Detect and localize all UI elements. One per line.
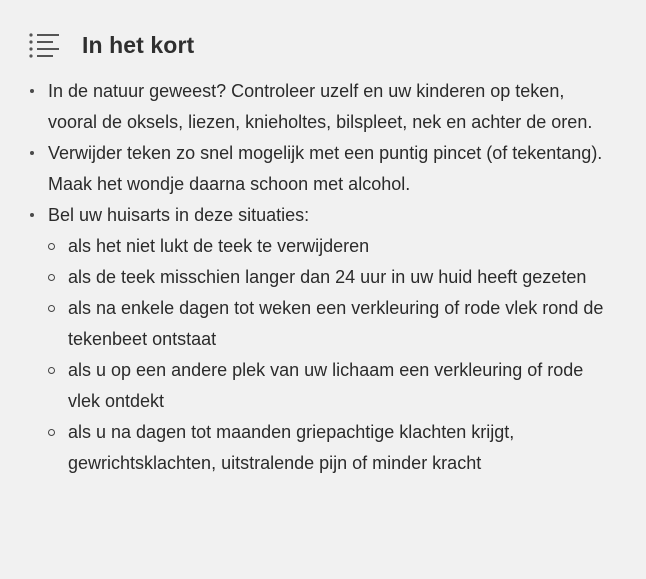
list-item: In de natuur geweest? Controleer uzelf en uw kinderen op teken, vooral de oksels, liezen, knieholtes, bilspleet, nek en achter de oren. [28,76,616,138]
list-item: Verwijder teken zo snel mogelijk met een puntig pincet (of tekentang). Maak het wondje daarna schoon met alcohol. [28,138,616,200]
sublist-item: als de teek misschien langer dan 24 uur in uw huid heeft gezeten [48,262,616,293]
summary-list [28,76,616,479]
summary-header [28,28,616,62]
list-icon [28,32,60,58]
situations-sublist [48,231,616,479]
page-title: In het kort [82,31,195,58]
sublist-item: als u na dagen tot maanden griepachtige klachten krijgt, gewrichtsklachten, uitstralende pijn of minder kracht [48,417,616,479]
sublist-item: als het niet lukt de teek te verwijderen [48,231,616,262]
sublist-item: als na enkele dagen tot weken een verkleuring of rode vlek rond de tekenbeet ontstaat [48,293,616,355]
sublist-item: als u op een andere plek van uw lichaam een verkleuring of rode vlek ontdekt [48,355,616,417]
list-item-with-sublist [28,200,616,479]
list-item-label: Bel uw huisarts in deze situaties: [48,205,310,225]
